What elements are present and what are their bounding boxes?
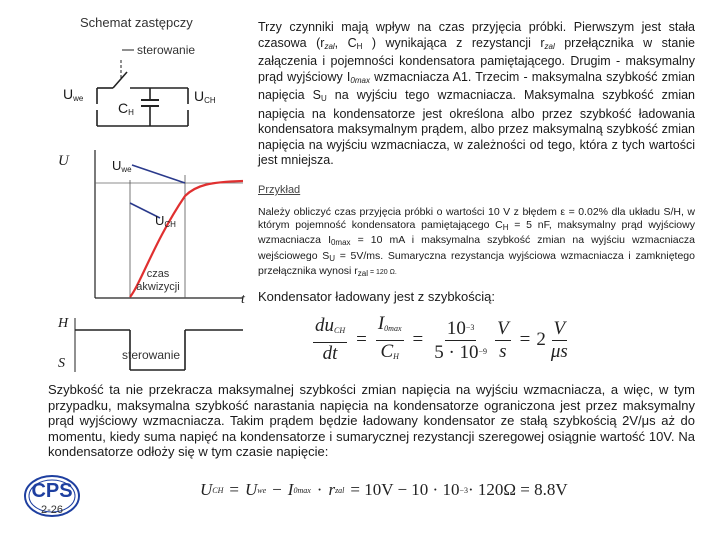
acquisition-time-label: czas akwizycji (136, 268, 180, 293)
s-level-label: S (58, 356, 65, 371)
uwe-graph-label: $U_{we}$ (112, 158, 132, 174)
switch-blade (113, 72, 127, 88)
uwe-label: $U_{we}$ (63, 86, 84, 103)
page-number: 2-26 (40, 504, 64, 516)
uch-graph-label: $U_{CH}$ (155, 213, 176, 229)
sterowanie-bottom-label: sterowanie (122, 348, 181, 362)
capacitor-voltage-equation: U CH = U we − I 0max · r zal = 10V − 10 · 10 −3 · 120Ω = 8.8V (200, 480, 568, 499)
uwe-pointer (132, 165, 185, 183)
t-axis-label: t (241, 292, 245, 307)
sterowanie-top-label: sterowanie (137, 43, 196, 57)
cps-logo-text: CPS (31, 480, 73, 502)
conclusion-paragraph: Szybkość ta nie przekracza maksymalnej szybkości zmian napięcia na wyjściu wzmacniacza, a więc, w tym przypadku, maksymalna szybkość narastania napięcia na kondensatorze ograniczona jest przez maksymalny prąd wyjściowy wzmacniacza. Takim prądem będzie ładowany kondensator ze stałą szybkością 2V/μs aż do momentu, kiedy suma napięć na kondensatorze i sumarycznej rezystancji szeregowej osiągnie wartość 10V. Na kondensatorze odłoży się w tym czasie napięcie: (48, 382, 695, 459)
charging-rate-equation: $\frac{du_{CH}}{dt}$ = $\frac{I_{0max}}{C_H}$ = $\frac{10^{-3}}{5 \cdot 10^{-9}}$ $\frac{V}{s}$ = 2 $\frac{V}{\mu s}$ (315, 312, 568, 364)
example-heading: Przykład (258, 184, 301, 196)
diagram-title: Schemat zastępczy (80, 15, 193, 30)
cps-logo (22, 470, 82, 526)
equivalent-circuit-diagram (0, 0, 250, 380)
u-axis-label: U (58, 153, 69, 169)
ch-label: $C_H$ (118, 100, 134, 117)
intro-paragraph: Trzy czynniki mają wpływ na czas przyjęcia próbki. Pierwszym jest stała czasowa ($r_{zal}$, $C_H$ ) wynikająca z rezystancji $r_{zal}$ przełącznika w stanie załączenia i pojemności kondensatora pamiętającego. Drugim - maksymalny prąd wyjściowy $I_{0max}$ wzmacniacza A1. Trzecim - maksymalna szybkość zmian napięcia $S_U$ na wyjściu tego wzmacniacza. Maksymalna szybkość zmian napięcia na kondensatorze jest określona albo przez szybkość ładowania kondensatora maksymalnym prądem, albo przez maksymalną szybkość zmian napięcia na wyjściu wzmacniacza, w zależności od tego, która z tych wartości jest mniejsza. (258, 20, 696, 167)
example-paragraph: Należy obliczyć czas przyjęcia próbki o wartości 10 V z błędem ε = 0.02% dla układu S/H, w którym pojemność kondensatora pamiętającego $C_H = 5$ nF, maksymalny prąd wyjściowy wzmacniacza $I_{0max} = 10$ mA i maksymalna szybkość zmian na wyjściu wzmacniacza wejściowego $S_U = 5V/ms$. Sumaryczna rezystancja wyjściowa wzmacniacza i zamkniętego przełącznika wynosi $r_{zal} = 120$ Ω. (258, 206, 695, 278)
circuit-and-timing-svg (0, 0, 250, 380)
charging-rate-line: Kondensator ładowany jest z szybkością: (258, 289, 496, 304)
h-level-label: H (58, 316, 69, 331)
uch-label: $U_{CH}$ (194, 88, 216, 105)
